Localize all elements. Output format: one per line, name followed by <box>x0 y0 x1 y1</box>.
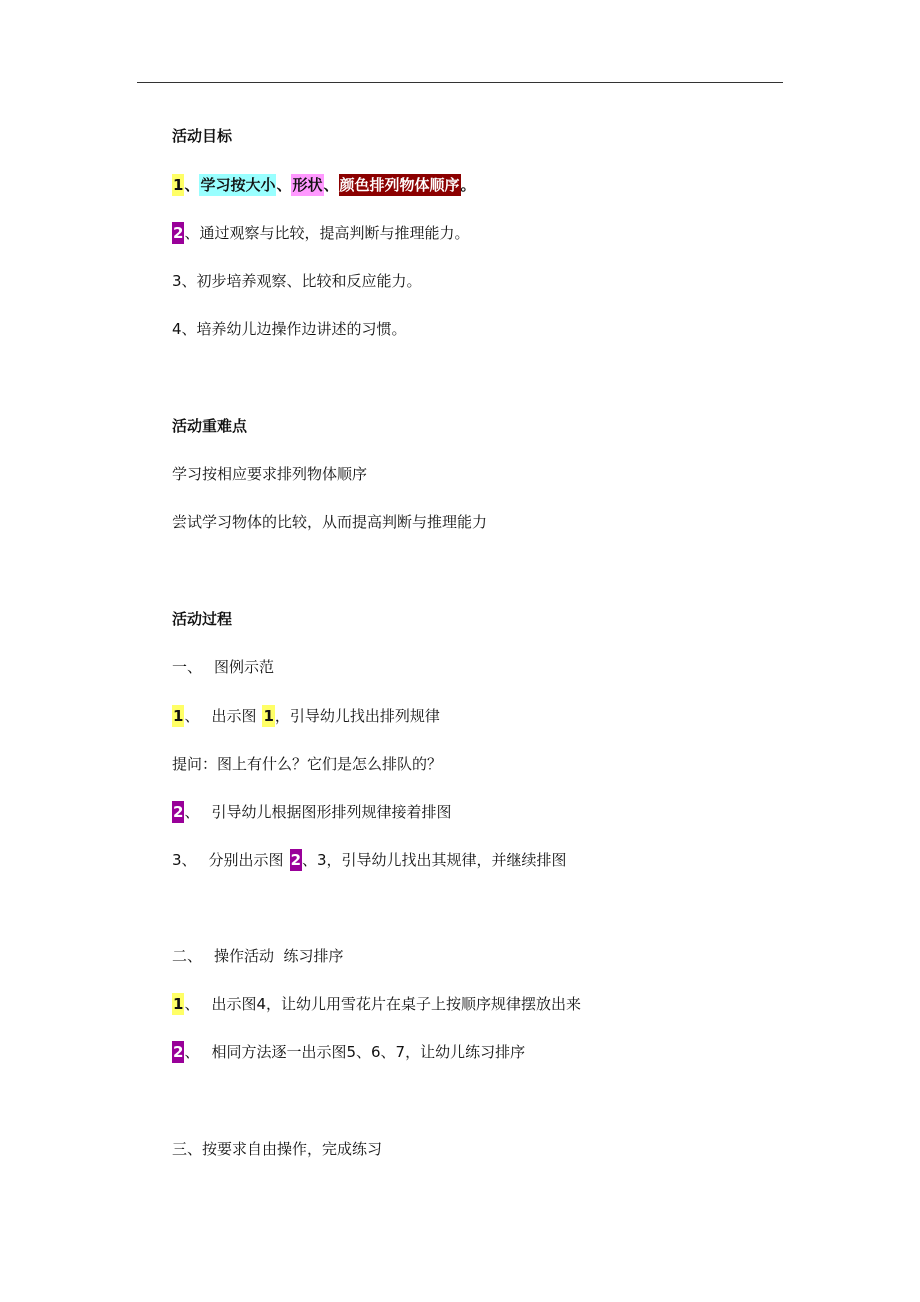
part2-item2-sep: 、 <box>184 1043 200 1061</box>
goal-1-end: 。 <box>460 176 476 194</box>
part2-number: 二、 <box>172 947 203 965</box>
goal-1-highlight-shape: 形状 <box>292 176 323 194</box>
part1-item2-text: 引导幼儿根据图形排列规律接着排图 <box>211 803 452 821</box>
part1-question: 提问：图上有什么？它们是怎么排队的？ <box>172 755 443 773</box>
keypoints-title: 活动重难点 <box>172 417 248 435</box>
keypoint-item-2: 尝试学习物体的比较，从而提高判断与推理能力 <box>172 513 488 531</box>
goal-1-sep3: 、 <box>323 176 339 194</box>
process-part3-heading: 三、按要求自由操作，完成练习 <box>172 1140 383 1158</box>
part2-item2-text: 相同方法逐一出示图5、6、7，让幼儿练习排序 <box>211 1043 526 1061</box>
part1-heading-text: 图例示范 <box>214 658 275 676</box>
part1-item1-pre: 出示图 <box>211 707 257 725</box>
part1-item1-post: ，引导幼儿找出排列规律 <box>274 707 440 725</box>
part1-item-3 <box>172 849 567 871</box>
part1-item-2 <box>172 801 451 823</box>
process-part2-heading <box>172 945 344 967</box>
part2-item-2 <box>172 1041 525 1063</box>
goal-1-sep2: 、 <box>276 176 292 194</box>
part1-number: 一、 <box>172 658 203 676</box>
goal-1-highlight-size: 学习按大小 <box>200 176 276 194</box>
goal-2-number: 2 <box>173 224 184 242</box>
header-rule <box>137 82 783 83</box>
part1-item3-number: 3、 <box>172 851 197 869</box>
part1-item3-figure: 2 <box>290 851 301 869</box>
goal-item-4: 4、培养幼儿边操作边讲述的习惯。 <box>172 320 407 338</box>
part2-item1-number: 1 <box>173 995 184 1013</box>
part2-item-1 <box>172 993 581 1015</box>
part1-item3-post: 、3，引导幼儿找出其规律，并继续排图 <box>302 851 567 869</box>
part1-item2-sep: 、 <box>184 803 200 821</box>
part1-item2-number: 2 <box>173 803 184 821</box>
goal-item-1 <box>172 174 476 196</box>
part1-item1-number: 1 <box>173 707 184 725</box>
keypoint-item-1: 学习按相应要求排列物体顺序 <box>172 465 368 483</box>
part2-item2-number: 2 <box>173 1043 184 1061</box>
goal-1-number: 1 <box>173 176 184 194</box>
part2-heading-text: 操作活动 练习排序 <box>214 947 344 965</box>
goal-1-sep: 、 <box>184 176 200 194</box>
goal-item-3: 3、初步培养观察、比较和反应能力。 <box>172 272 422 290</box>
process-title: 活动过程 <box>172 610 233 628</box>
part1-item-1 <box>172 705 440 727</box>
part1-item1-sep: 、 <box>184 707 200 725</box>
part2-item1-sep: 、 <box>184 995 200 1013</box>
goal-1-highlight-color: 颜色排列物体顺序 <box>339 176 460 194</box>
goal-2-text: 、通过观察与比较，提高判断与推理能力。 <box>184 224 470 242</box>
part2-item1-text: 出示图4，让幼儿用雪花片在桌子上按顺序规律摆放出来 <box>211 995 581 1013</box>
part1-item3-pre: 分别出示图 <box>208 851 284 869</box>
part1-item1-figure: 1 <box>263 707 274 725</box>
goal-item-2 <box>172 222 469 244</box>
goals-title: 活动目标 <box>172 127 233 145</box>
process-part1-heading <box>172 656 274 678</box>
